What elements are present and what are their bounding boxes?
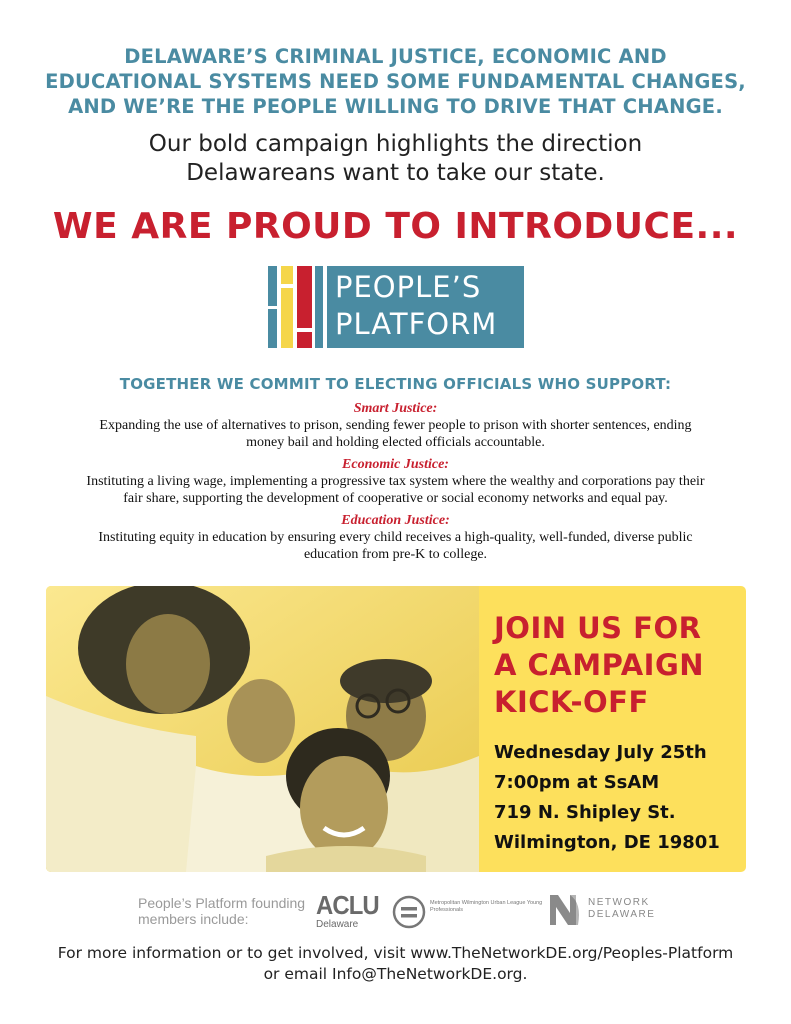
justice-item-economic [45,457,746,507]
justice-item-smart [45,401,746,451]
contact-line: or email Info@TheNetworkDE.org. [263,965,528,983]
contact-info [20,943,771,985]
justice-item-education [45,513,746,563]
justice-desc-line: fair share, supporting the development of cooperative or social economy networks and equal pay. [123,491,668,506]
urban-league-name: Metropolitan Wilmington Urban League Young Professionals [430,900,543,913]
peoples-platform-logo [268,266,524,348]
logo-word-platform: PLATFORM [335,307,498,341]
headline [20,44,771,119]
aclu-logo [316,891,386,935]
event-city: Wilmington, DE 19801 [494,832,720,853]
commit-heading: TOGETHER WE COMMIT TO ELECTING OFFICIALS WHO SUPPORT: [119,375,672,393]
justice-desc-line: Expanding the use of alternatives to prison, sending fewer people to prison with shorter sentences, ending [99,418,692,433]
network-line: NETWORK [588,897,650,908]
headline-line: AND WE’RE THE PEOPLE WILLING TO DRIVE THAT CHANGE. [68,95,723,118]
justice-desc-line: Instituting equity in education by ensuring every child receives a high-quality, well-funded, diverse public [98,530,693,545]
event-street: 719 N. Shipley St. [494,802,676,823]
aclu-wordmark: ACLU [316,890,379,920]
join-line: KICK-OFF [494,685,649,719]
network-delaware-logo [548,893,658,929]
headline-line: EDUCATIONAL SYSTEMS NEED SOME FUNDAMENTAL CHANGES, [45,70,746,93]
group-photo-image [46,586,479,872]
network-delaware-emblem-icon [548,893,584,927]
event-banner [46,586,746,872]
justice-desc-line: money bail and holding elected officials accountable. [246,435,545,450]
logo-word-peoples: PEOPLE’S [335,270,482,304]
network-delaware-name [588,897,655,921]
headline-line: DELAWARE’S CRIMINAL JUSTICE, ECONOMIC AND [124,45,667,68]
justice-desc-line: education from pre-K to college. [303,547,488,562]
justice-title: Education Justice: [341,513,450,528]
urban-league-emblem-icon [392,895,426,929]
join-line: A CAMPAIGN [494,648,705,682]
justice-title: Smart Justice: [353,401,438,416]
intro-text [20,130,771,188]
join-line: JOIN US FOR [494,611,702,645]
justice-desc-line: Instituting a living wage, implementing a progressive tax system where the wealthy and corporations pay their [86,474,705,489]
aclu-subtitle: Delaware [316,919,359,930]
introduce-heading: WE ARE PROUD TO INTRODUCE... [52,206,739,247]
founders-label [138,895,313,927]
event-date: Wednesday July 25th [494,742,707,763]
logo-wordmark-box [327,266,524,348]
justice-title: Economic Justice: [342,457,449,472]
event-time-venue: 7:00pm at SsAM [494,772,660,793]
urban-league-logo [392,895,542,931]
logo-mark-icon [268,266,323,348]
intro-line: Delawareans want to take our state. [186,160,605,186]
founders-label-line: members include: [138,911,249,927]
event-details [494,738,744,858]
contact-line: For more information or to get involved, visit www.TheNetworkDE.org/Peoples-Platform [57,944,734,962]
network-line: DELAWARE [588,909,656,920]
founders-label-line: People’s Platform founding [138,895,306,911]
join-heading [494,610,739,721]
intro-line: Our bold campaign highlights the direction [148,131,643,157]
